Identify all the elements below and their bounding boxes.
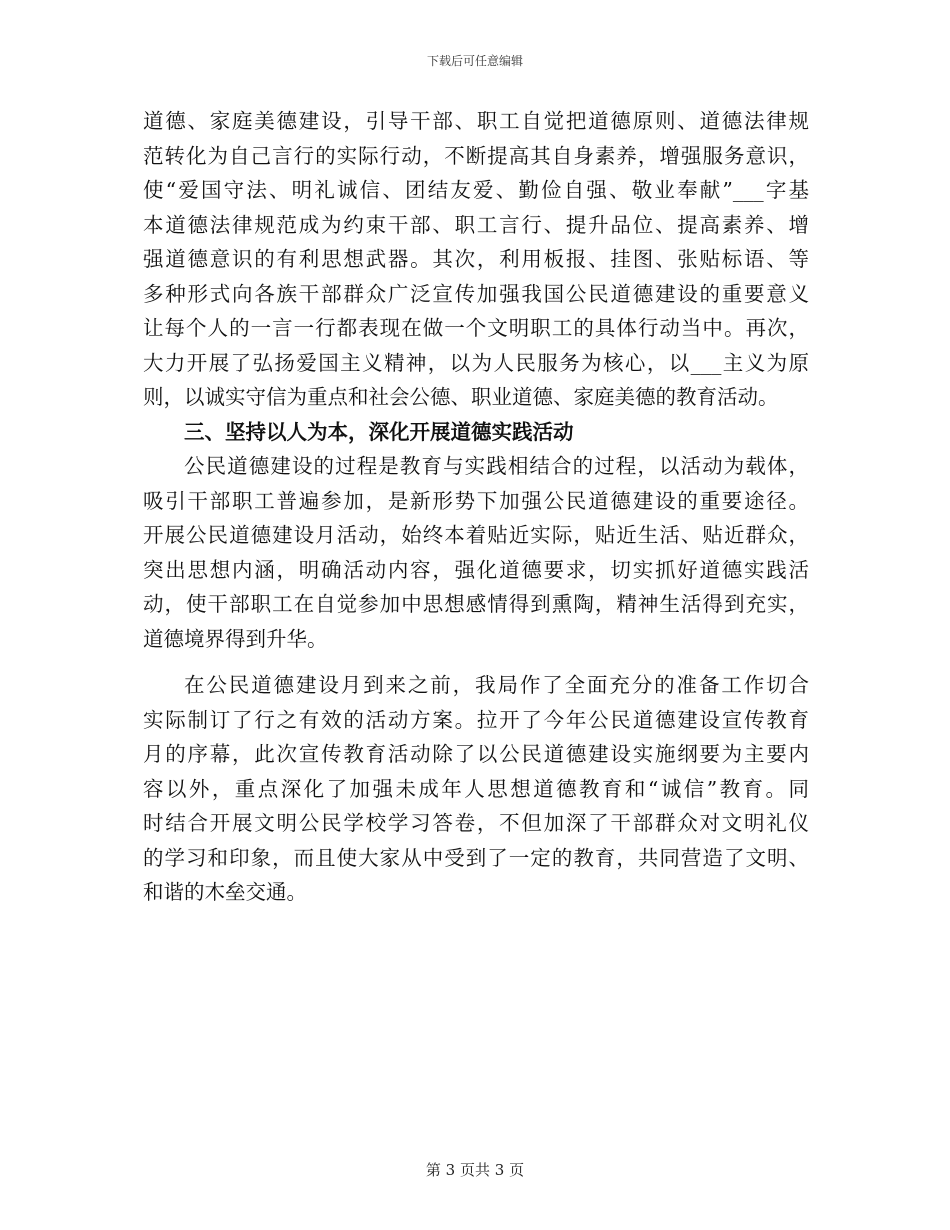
text-line: 实际制订了行之有效的活动方案。拉开了今年公民道德建设宣传教育 <box>143 707 809 732</box>
text-line: 和谐的木垒交通。 <box>143 880 307 904</box>
text-line: 公民道德建设的过程是教育与实践相结合的过程，以活动为载体， <box>184 454 809 478</box>
text-line: 开展公民道德建设月活动，始终本着贴近实际，贴近生活、贴近群众， <box>143 523 809 547</box>
text-line: 动，使干部职工在自觉参加中思想感情得到熏陶，精神生活得到充实， <box>143 592 809 616</box>
page-number: 第 3 页共 3 页 <box>425 1161 525 1179</box>
paragraph-spacer <box>143 656 809 668</box>
text-line: 突出思想内涵，明确活动内容，强化道德要求，切实抓好道德实践活 <box>143 557 809 582</box>
text-line: 大力开展了弘扬爱国主义精神，以为人民服务为核心，以___主义为原 <box>143 350 809 375</box>
text-line: 范转化为自己言行的实际行动，不断提高其自身素养，增强服务意识， <box>143 143 809 168</box>
text-line: 强道德意识的有利思想武器。其次，利用板报、挂图、张贴标语、等 <box>143 247 809 271</box>
section-heading: 三、坚持以人为本，深化开展道德实践活动 <box>184 419 574 444</box>
paragraph-3 <box>143 668 809 910</box>
paragraph-2 <box>143 449 809 656</box>
text-line: 使“爱国守法、明礼诚信、团结友爱、勤俭自强、敬业奉献”___字基 <box>143 178 809 202</box>
text-line: 时结合开展文明公民学校学习答卷，不但加深了干部群众对文明礼仪 <box>143 811 809 835</box>
text-line: 容以外，重点深化了加强未成年人思想道德教育和“诚信”教育。同 <box>143 776 809 801</box>
text-line: 在公民道德建设月到来之前，我局作了全面充分的准备工作切合 <box>184 673 809 697</box>
text-line: 多种形式向各族干部群众广泛宣传加强我国公民道德建设的重要意义 <box>143 281 809 306</box>
text-line: 吸引干部职工普遍参加，是新形势下加强公民道德建设的重要途径。 <box>143 488 809 513</box>
paragraph-1 <box>143 104 809 415</box>
page-header: 下载后可任意编辑 <box>426 54 523 68</box>
text-line: 道德境界得到升华。 <box>143 626 328 651</box>
text-line: 则，以诚实守信为重点和社会公德、职业道德、家庭美德的教育活动。 <box>143 385 779 409</box>
document-body <box>143 104 809 910</box>
text-line: 道德、家庭美德建设，引导干部、职工自觉把道德原则、道德法律规 <box>143 109 809 133</box>
text-line: 的学习和印象，而且使大家从中受到了一定的教育，共同营造了文明、 <box>143 845 809 870</box>
text-line: 让每个人的一言一行都表现在做一个文明职工的具体行动当中。再次， <box>143 316 809 340</box>
text-line: 本道德法律规范成为约束干部、职工言行、提升品位、提高素养、增 <box>143 212 809 237</box>
text-line: 月的序幕，此次宣传教育活动除了以公民道德建设实施纲要为主要内 <box>143 742 809 766</box>
